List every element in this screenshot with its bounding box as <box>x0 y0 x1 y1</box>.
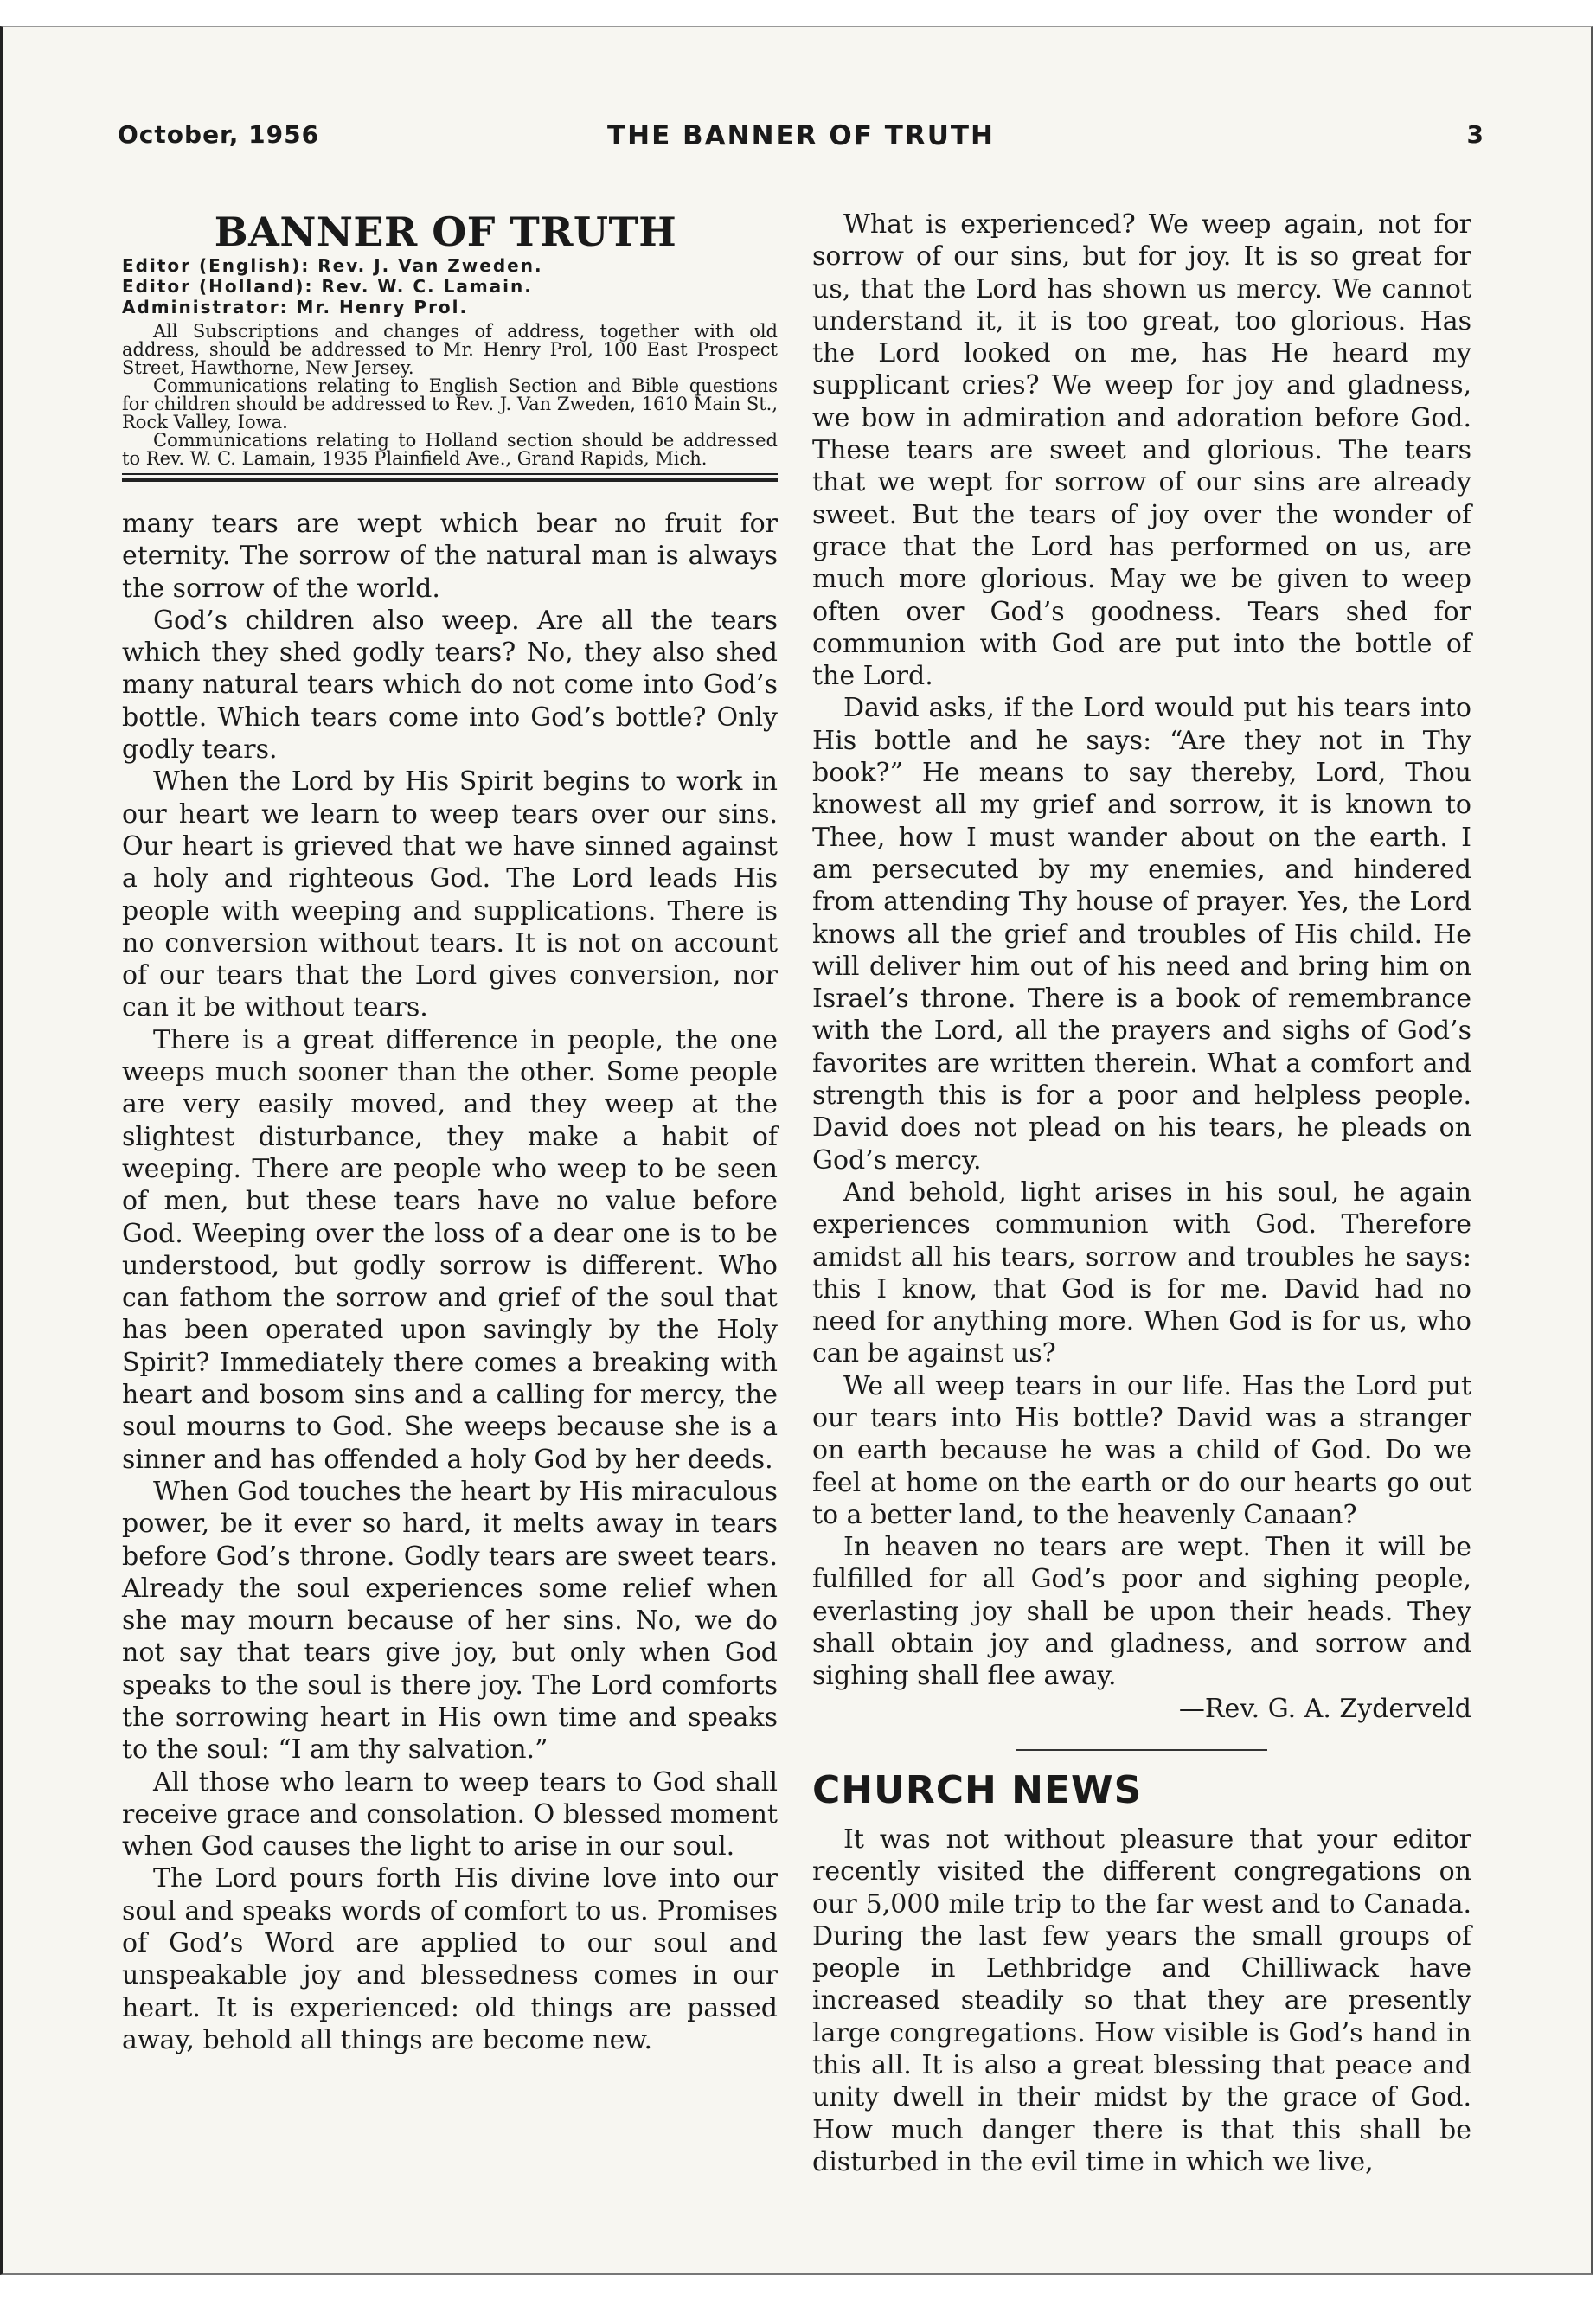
church-news-heading: CHURCH NEWS <box>812 1767 1143 1812</box>
publication-name: THE BANNER OF TRUTH <box>606 120 995 151</box>
paragraph: In heaven no tears are wept. Then it will be fulfilled for all God’s poor and sighing people, everlasting joy shall be upon their heads. They shall obtain joy and gladness, and sorrow and sighing shall flee away. <box>812 1532 1471 1692</box>
administrator: Administrator: Mr. Henry Prol. <box>122 297 469 317</box>
page-number: 3 <box>1466 120 1484 149</box>
masthead-rule-thick <box>122 478 778 482</box>
paragraph: When God touches the heart by His miraculous power, be it ever so hard, it melts away in tears before God’s throne. Godly tears are sweet tears. Already the soul experiences some relief when she may mourn because of her sins. No, we do not say that tears give joy, but only when God speaks to the soul is there joy. The Lord comforts the sorrowing heart in His own time and speaks to the soul: “I am thy salvation.” <box>122 1476 778 1766</box>
paragraph: And behold, light arises in his soul, he again experiences communion with God. Therefore amidst all his tears, sorrow and troubles he says: this I know, that God is for me. David had no need for anything more. When God is for us, who can be against us? <box>812 1176 1471 1369</box>
issue-date: October, 1956 <box>118 120 320 149</box>
paragraph: many tears are wept which bear no fruit for eternity. The sorrow of the natural man is always the sorrow of the world. <box>122 509 778 604</box>
paragraph: God’s children also weep. Are all the tears which they shed godly tears? No, they also shed many natural tears which do not come into God’s bottle. Which tears come into God’s bottle? Only godly tears. <box>122 605 778 766</box>
paragraph: What is experienced? We weep again, not for sorrow of our sins, but for joy. It is so great for us, that the Lord has shown us mercy. We cannot understand it, it is too great, too glorious. Has the Lord looked on me, has He heard my supplicant cries? We weep for joy and gladness, we bow in admiration and adoration before God. These tears are sweet and glorious. The tears that we wept for sorrow of our sins are already sweet. But the tears of joy over the wonder of grace that the Lord has performed on us, are much more glorious. May we be given to weep often over God’s goodness. Tears shed for communion with God are put into the bottle of the Lord. <box>812 209 1471 692</box>
editor-holland: Editor (Holland): Rev. W. C. Lamain. <box>122 276 533 297</box>
paragraph: When the Lord by His Spirit begins to work in our heart we learn to weep tears over our sins. Our heart is grieved that we have sinned against a holy and righteous God. The Lord leads His people with weeping and supplications. There is no conversion without tears. It is not on account of our tears that the Lord gives conversion, nor can it be without tears. <box>122 766 778 1023</box>
right-column <box>812 208 1471 2178</box>
paragraph: The Lord pours forth His divine love into our soul and speaks words of comfort to us. Promises of God’s Word are applied to our soul and unspeakable joy and blessedness comes in our heart. It is experienced: old things are passed away, behold all things are become new. <box>122 1863 778 2055</box>
masthead <box>122 208 778 482</box>
paragraph: There is a great difference in people, the one weeps much sooner than the other. Some people are very easily moved, and they weep at the slightest disturbance, they make a habit of weeping. There are people who weep to be seen of men, but these tears have no value before God. Weeping over the loss of a dear one is to be understood, but godly sorrow is different. Who can fathom the sorrow and grief of the soul that has been operated upon savingly by the Holy Spirit? Immediately there comes a breaking with heart and bosom sins and a calling for mercy, the soul mourns to God. She weeps because she is a sinner and has offended a holy God by her deeds. <box>122 1024 778 1475</box>
masthead-title: BANNER OF TRUTH <box>214 208 677 255</box>
paragraph: We all weep tears in our life. Has the Lord put our tears into His bottle? David was a stranger on earth because he was a child of God. Do we feel at home on the earth or do our hearts go out to a better land, to the heavenly Canaan? <box>812 1370 1471 1530</box>
church-news-paragraph: It was not without pleasure that your editor recently visited the different congregations on our 5,000 mile trip to the far west and to Canada. During the last few years the small groups of people in Lethbridge and Chilliwack have increased steadily so that they are presently large congregations. How visible is God’s hand in this all. It is also a great blessing that peace and unity dwell in their midst by the grace of God. How much danger there is that this shall be disturbed in the evil time in which we live, <box>812 1823 1471 2177</box>
masthead-rule-thin <box>122 473 778 475</box>
note-english-section: Communications relating to English Section and Bible questions for children should be addressed to Rev. J. Van Zweden, 1610 Main St., Rock Valley, Iowa. <box>122 375 778 433</box>
left-column <box>122 208 778 2056</box>
note-holland-section: Communications relating to Holland section should be addressed to Rev. W. C. Lamain, 1935 Plainfield Ave., Grand Rapids, Mich. <box>122 430 778 469</box>
paragraph: David asks, if the Lord would put his tears into His bottle and he says: “Are they not in Thy book?” He means to say thereby, Lord, Thou knowest all my grief and sorrow, it is known to Thee, how I must wander about on the earth. I am persecuted by my enemies, and hindered from attending Thy house of prayer. Yes, the Lord knows all the grief and troubles of His child. He will deliver him out of his need and bring him on Israel’s throne. There is a book of remembrance with the Lord, all the prayers and sighs of God’s favorites are written therein. What a comfort and strength this is for a poor and helpless people. David does not plead on his tears, he pleads on God’s mercy. <box>812 693 1471 1176</box>
paragraph: All those who learn to weep tears to God shall receive grace and consolation. O blessed moment when God causes the light to arise in our soul. <box>122 1766 778 1862</box>
page <box>0 26 1593 2275</box>
author-signature: —Rev. G. A. Zyderveld <box>1178 1693 1471 1724</box>
editor-english: Editor (English): Rev. J. Van Zweden. <box>122 255 543 276</box>
note-subscriptions: All Subscriptions and changes of address, together with old address, should be addressed to Mr. Henry Prol, 100 East Prospect Street, Hawthorne, New Jersey. <box>122 321 778 378</box>
running-header <box>118 120 1484 163</box>
section-divider <box>1016 1749 1267 1751</box>
